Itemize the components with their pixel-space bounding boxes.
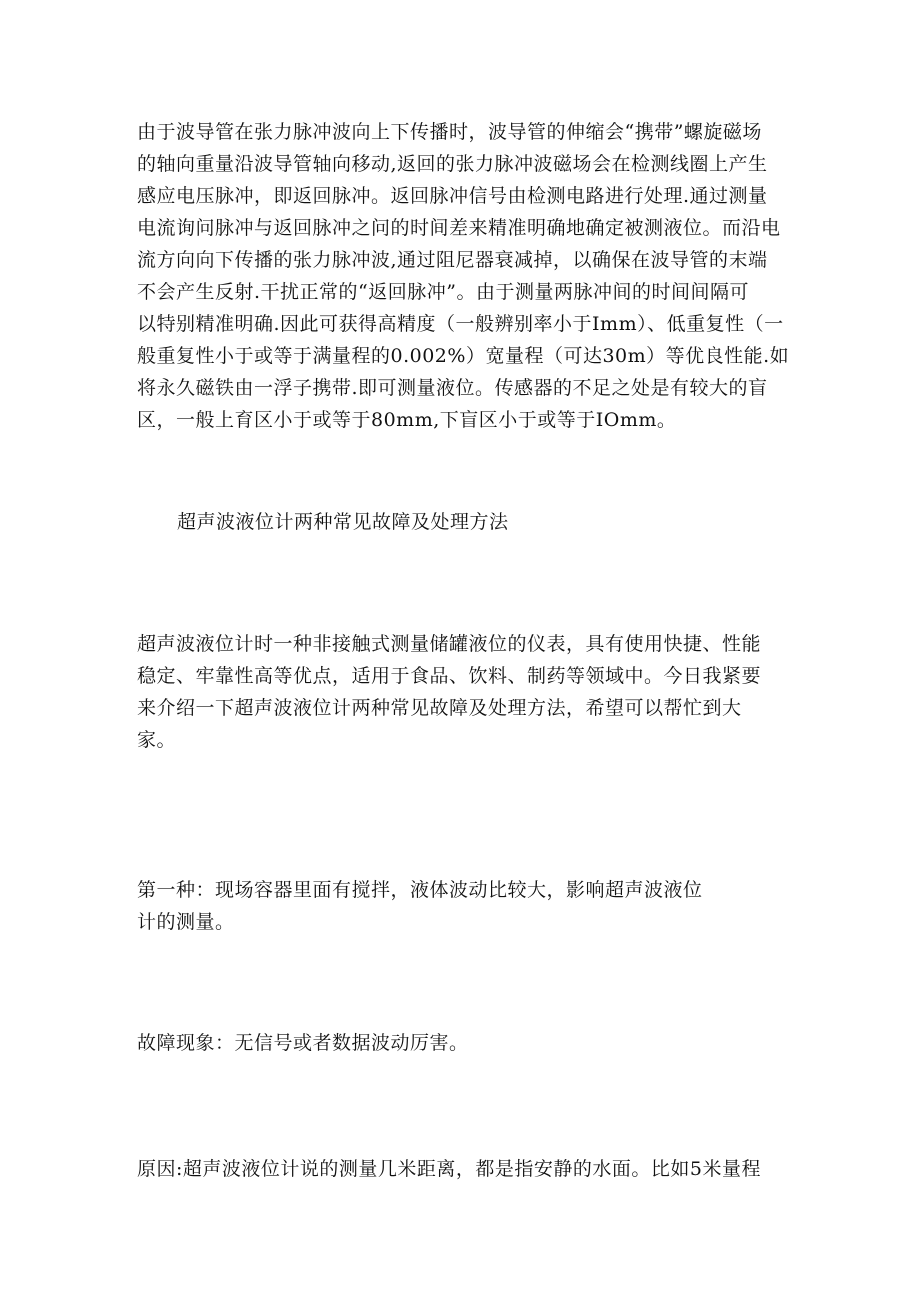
text-line: 将永久磁铁由一浮子携带.即可测量液位。传感器的不足之处是有较大的盲 [137, 377, 768, 399]
text-line: 原因:超声波液位计说的测量几米距离，都是指安静的水面。比如5米量程 [137, 1158, 761, 1180]
section-title [177, 506, 837, 538]
text-line: 超声波液位计时一种非接触式测量储罐液位的仪表，具有使用快捷、性能 [137, 633, 762, 655]
paragraph-intro-ultrasonic [137, 628, 797, 756]
text-line: 以特别精准明确.因此可获得高精度（一般辨别率小于Imm）、低重复性（一 [137, 313, 784, 335]
text-line: 来介绍一下超声波液位计两种常见故障及处理方法，希望可以帮忙到大 [137, 697, 742, 719]
text-line: 般重复性小于或等于满量程的0.002%）宽量程（可达30m）等优良性能.如 [137, 345, 790, 367]
paragraph-fault-cause [137, 1153, 797, 1185]
section-title-text: 超声波液位计两种常见故障及处理方法 [177, 511, 509, 533]
text-line: 感应电压脉冲，即返回脉冲。返回脉冲信号由检测电路进行处理.通过测量 [137, 185, 768, 207]
text-line: 不会产生反射.干扰正常的“返回脉冲”。由于测量两脉冲间的时间间隔可 [137, 281, 749, 303]
text-line: 电流询问脉冲与返回脉冲之问的时间差来精准明确地确定被测液位。而沿电 [137, 217, 781, 239]
paragraph-fault-symptom [137, 1027, 797, 1059]
text-line: 故障现象：无信号或者数据波动厉害。 [137, 1032, 469, 1054]
text-line: 区，一般上育区小于或等于80mm,下盲区小于或等于IOmm。 [137, 409, 677, 431]
text-line: 流方向向下传播的张力脉冲波,通过阻尼器衰减掉，以确保在波导管的末端 [137, 249, 768, 271]
text-line: 计的测量。 [137, 911, 235, 933]
text-line: 第一种：现场容器里面有搅拌，液体波动比较大，影响超声波液位 [137, 879, 703, 901]
text-line: 由于波导管在张力脉冲波向上下传播时，波导管的伸缩会“携带”螺旋磁场 [137, 121, 762, 143]
text-line: 的轴向重量沿波导管轴向移动,返回的张力脉冲波磁场会在检测线圈上产生 [137, 153, 768, 175]
text-line: 家。 [137, 729, 177, 751]
paragraph-magnetostrictive-principle [137, 116, 797, 436]
paragraph-fault-one [137, 874, 797, 938]
text-line: 稳定、牢靠性高等优点，适用于食品、饮料、制药等领域中。今日我紧要 [137, 665, 762, 687]
